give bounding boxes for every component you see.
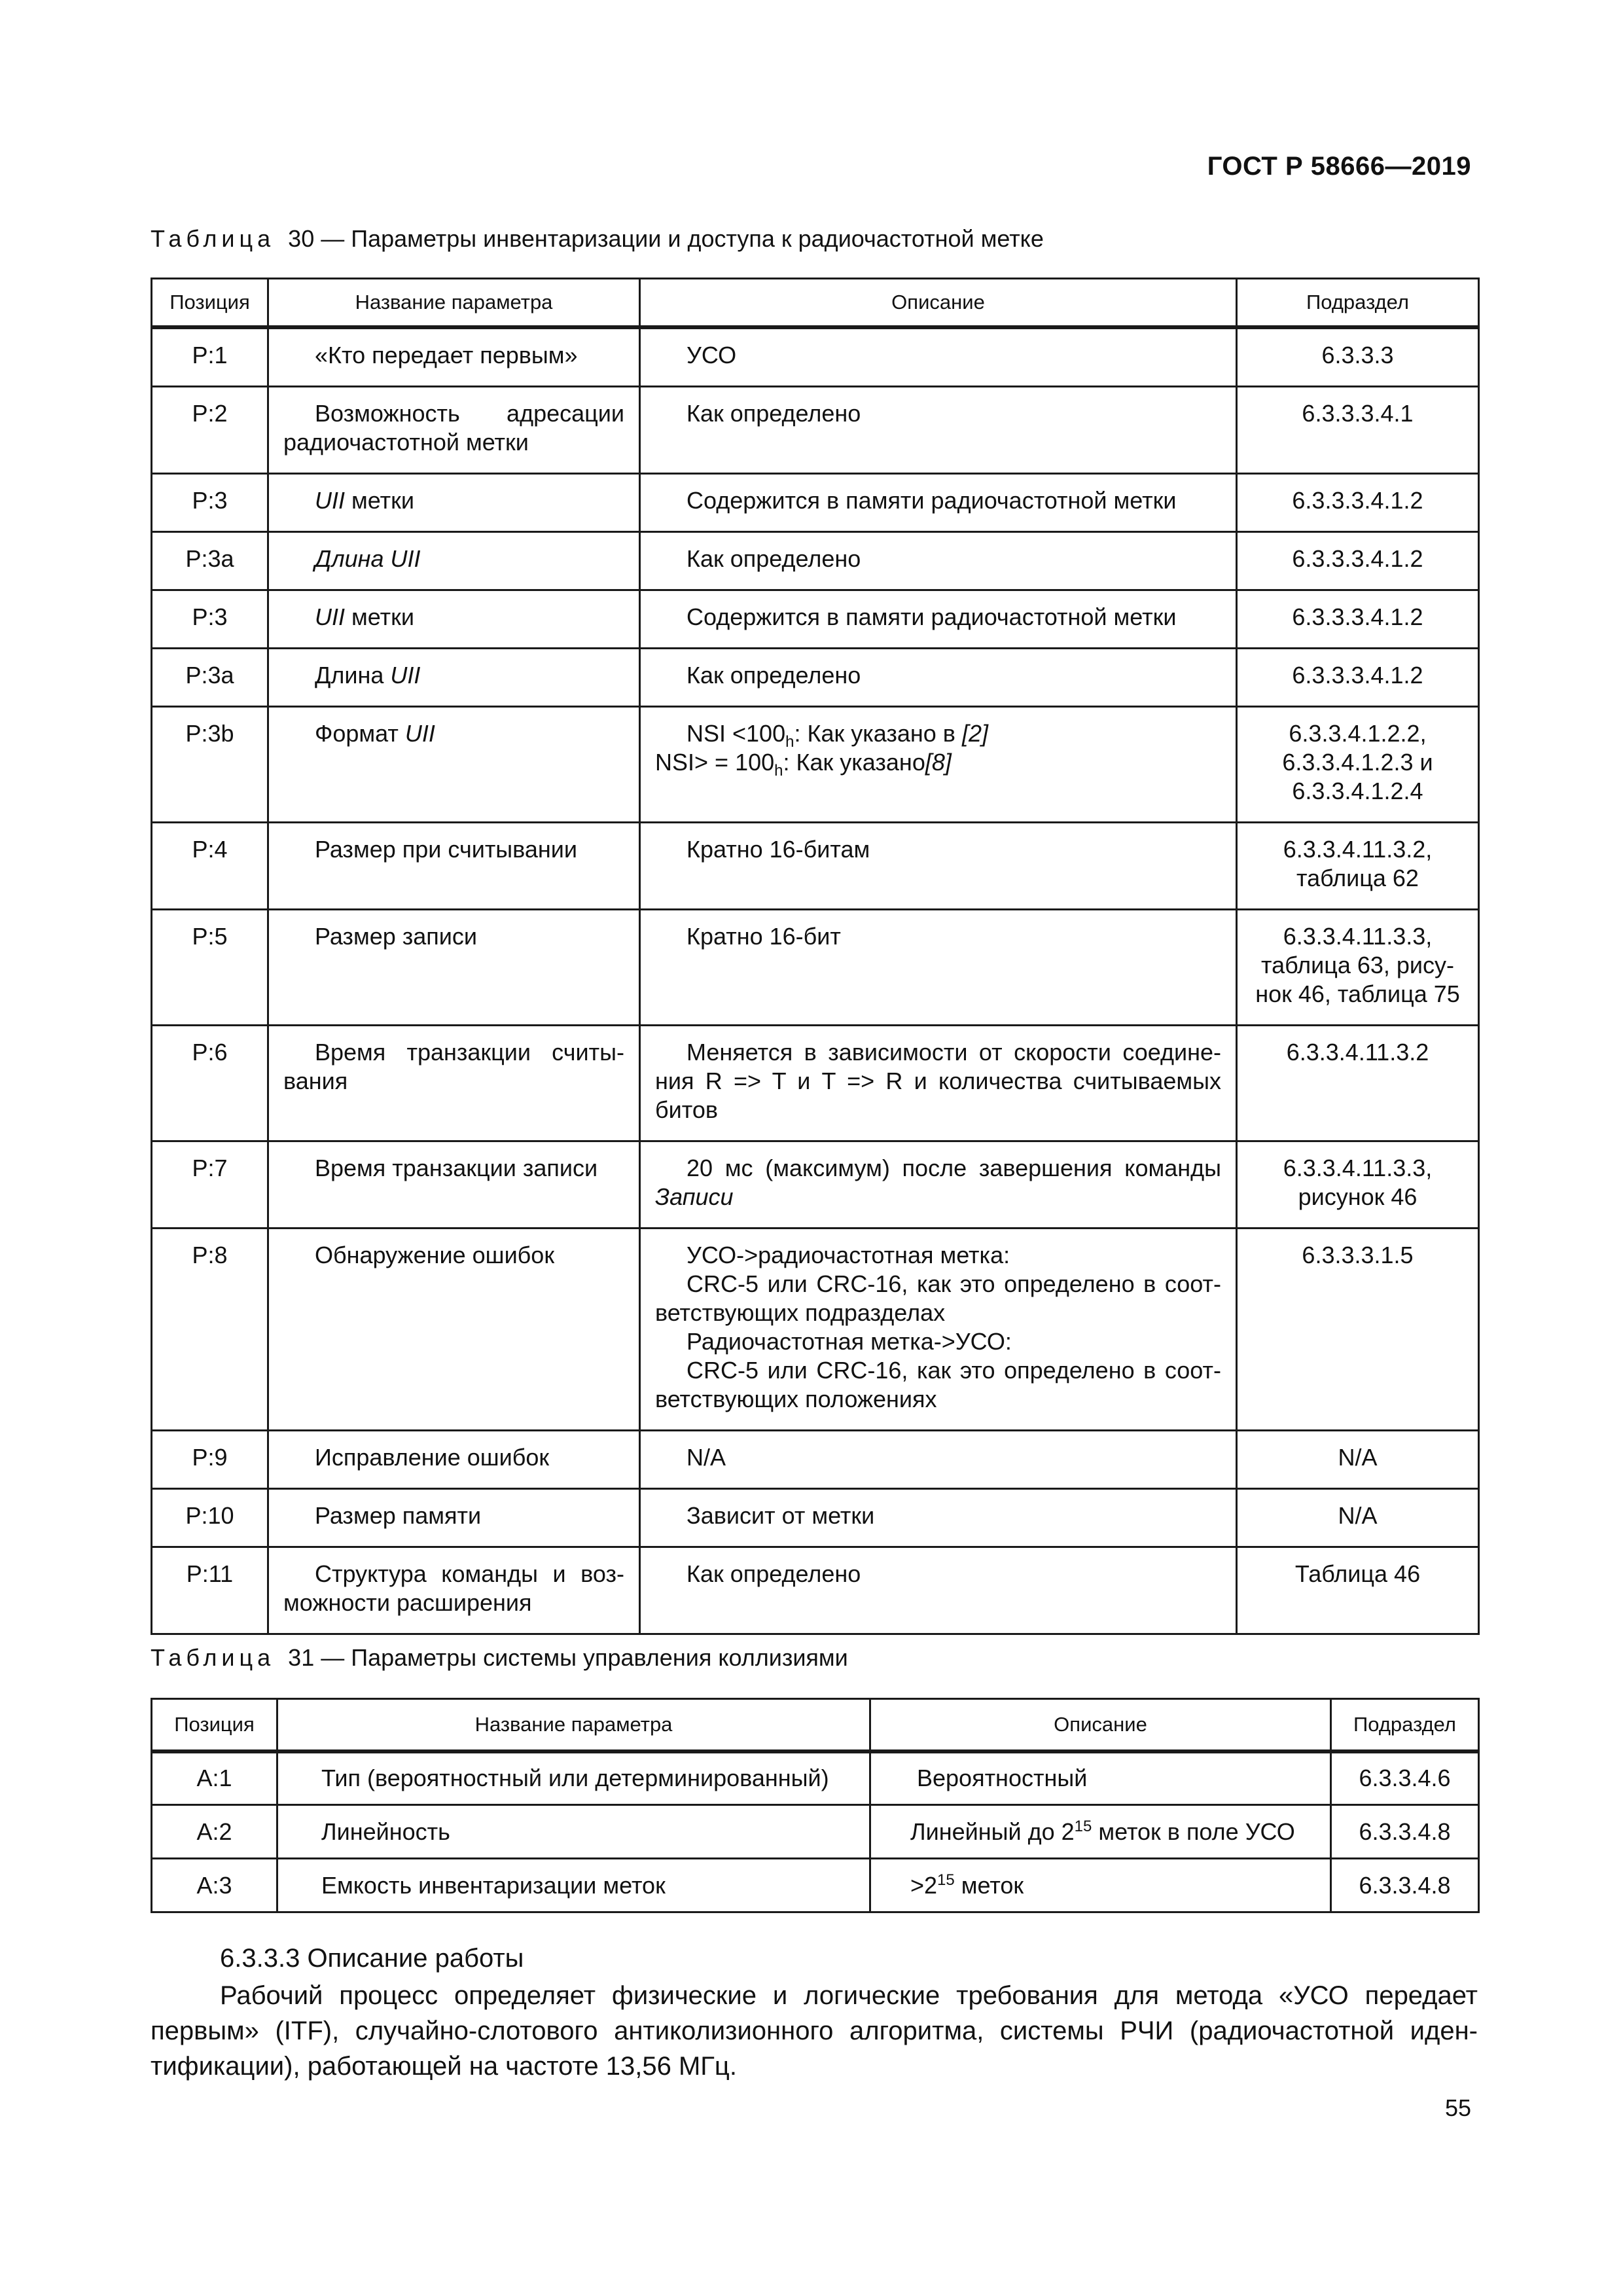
name-pre: Формат — [315, 719, 405, 747]
name-rest: метки — [345, 603, 414, 630]
cell-name: Размер при считывании — [268, 822, 640, 909]
name-rest: метки — [345, 486, 414, 514]
table-row — [152, 1430, 1479, 1488]
cell-position: P:4 — [152, 822, 268, 909]
sub-line: 6.3.3.4.1.2.2, — [1289, 719, 1427, 747]
cell-position: P:6 — [152, 1025, 268, 1141]
column-header-subsection: Подраздел — [1237, 279, 1479, 327]
caption-word: Таблица — [151, 225, 276, 252]
body-paragraph: Рабочий процесс определяет физические и логические требования для метода «УСО передает первым» (ITF), случайно-слотового антиколизионного алгоритма, системы РЧИ (радиочастотной иден-тификации), работающей на частоте 13,56 МГц. — [151, 1981, 1478, 2081]
cell-position: A:3 — [152, 1859, 277, 1912]
reference: [8] — [925, 748, 952, 776]
cell-position: A:1 — [152, 1751, 277, 1805]
cell-position: P:2 — [152, 386, 268, 473]
cell-description: Меняется в зависимости от скорости соедине-ния R => T и T => R и количества считываемых битов — [640, 1025, 1237, 1141]
cell-name: Линейность — [277, 1805, 870, 1859]
cell-subsection: N/A — [1237, 1488, 1479, 1547]
caption-text: 31 — Параметры системы управления коллизиями — [288, 1644, 848, 1671]
cell-subsection: 6.3.3.3.1.5 — [1237, 1228, 1479, 1430]
desc-subscript: h — [785, 732, 794, 751]
cell-name — [268, 531, 640, 590]
cell-subsection: 6.3.3.4.11.3.2 — [1237, 1025, 1479, 1141]
desc-text: меток в поле УСО — [1092, 1818, 1295, 1845]
table-row — [152, 1547, 1479, 1634]
column-header-name: Название параметра — [268, 279, 640, 327]
desc-text: NSI> = 100 — [655, 748, 775, 776]
cell-subsection: Таблица 46 — [1237, 1547, 1479, 1634]
cell-name: «Кто передает первым» — [268, 327, 640, 387]
cell-name: Время транзакции записи — [268, 1141, 640, 1228]
table-31 — [151, 1698, 1480, 1913]
reference: [2] — [961, 719, 988, 747]
cell-description: Как определено — [640, 531, 1237, 590]
cell-name: Размер записи — [268, 909, 640, 1025]
table-header-row — [152, 1699, 1479, 1751]
cell-position: P:9 — [152, 1430, 268, 1488]
table-header-row — [152, 279, 1479, 327]
table-row — [152, 386, 1479, 473]
desc-text: 20 мс (максимум) после завершения команды — [687, 1154, 1221, 1181]
table-row — [152, 531, 1479, 590]
desc-paragraph: УСО->радиочастотная метка: — [687, 1241, 1010, 1268]
cell-name: Исправление ошибок — [268, 1430, 640, 1488]
cell-description: Как определено — [640, 648, 1237, 706]
table-row — [152, 1141, 1479, 1228]
section-title: 6.3.3.3 Описание работы — [220, 1944, 524, 1973]
cell-subsection: N/A — [1237, 1430, 1479, 1488]
cell-subsection — [1237, 706, 1479, 822]
column-header-name: Название параметра — [277, 1699, 870, 1751]
cell-subsection: 6.3.3.3.4.1.2 — [1237, 590, 1479, 648]
table-row — [152, 473, 1479, 531]
cell-description: Вероятностный — [870, 1751, 1331, 1805]
table-row — [152, 648, 1479, 706]
table-row — [152, 1025, 1479, 1141]
cell-subsection: 6.3.3.3.4.1.2 — [1237, 648, 1479, 706]
cell-description: Содержится в памяти радиочастотной метки — [640, 590, 1237, 648]
name-pre: Длина — [315, 661, 391, 689]
desc-superscript: 15 — [937, 1871, 955, 1889]
table-row — [152, 1488, 1479, 1547]
cell-subsection: 6.3.3.3.4.1.2 — [1237, 473, 1479, 531]
cell-position: A:2 — [152, 1805, 277, 1859]
cell-name — [268, 590, 640, 648]
cell-subsection — [1237, 1141, 1479, 1228]
sub-line: таблица 62 — [1296, 864, 1419, 891]
desc-text: >2 — [910, 1871, 938, 1899]
name-italic: Длина UII — [315, 545, 421, 572]
column-header-description: Описание — [870, 1699, 1331, 1751]
cell-name — [268, 706, 640, 822]
table-row — [152, 1228, 1479, 1430]
name-italic: UII — [315, 603, 346, 630]
cell-name: Обнаружение ошибок — [268, 1228, 640, 1430]
name-italic: UII — [404, 719, 435, 747]
desc-text: NSI <100 — [687, 719, 786, 747]
cell-position: P:8 — [152, 1228, 268, 1430]
cell-description — [870, 1805, 1331, 1859]
table-row — [152, 909, 1479, 1025]
table-row — [152, 1859, 1479, 1912]
table-row — [152, 1805, 1479, 1859]
cell-description — [640, 1141, 1237, 1228]
cell-name: Возможность адресации радиочастотной метки — [268, 386, 640, 473]
table-row — [152, 706, 1479, 822]
cell-subsection: 6.3.3.4.8 — [1331, 1805, 1479, 1859]
cell-description — [640, 1228, 1237, 1430]
desc-paragraph: Радиочастотная метка->УСО: — [687, 1327, 1012, 1355]
desc-text: : Как указано в — [794, 719, 962, 747]
column-header-position: Позиция — [152, 1699, 277, 1751]
desc-subscript: h — [774, 761, 783, 780]
table-row — [152, 822, 1479, 909]
cell-subsection — [1237, 909, 1479, 1025]
cell-name: Тип (вероятностный или детерминированный) — [277, 1751, 870, 1805]
cell-description: УСО — [640, 327, 1237, 387]
cell-position: P:10 — [152, 1488, 268, 1547]
cell-description: Кратно 16-бит — [640, 909, 1237, 1025]
desc-text: Линейный до 2 — [910, 1818, 1075, 1845]
cell-name: Структура команды и воз-можности расширения — [268, 1547, 640, 1634]
cell-name — [268, 648, 640, 706]
cell-position: P:3 — [152, 473, 268, 531]
cell-name: Размер памяти — [268, 1488, 640, 1547]
page-number: 55 — [1444, 2094, 1471, 2121]
cell-subsection — [1237, 822, 1479, 909]
cell-description — [640, 706, 1237, 822]
cell-subsection: 6.3.3.3 — [1237, 327, 1479, 387]
sub-line: 6.3.3.4.11.3.2, — [1283, 835, 1433, 863]
cell-position: P:11 — [152, 1547, 268, 1634]
desc-text: меток — [954, 1871, 1024, 1899]
document-header: ГОСТ Р 58666—2019 — [1207, 152, 1471, 181]
desc-superscript: 15 — [1074, 1817, 1092, 1835]
cell-position: P:3a — [152, 531, 268, 590]
desc-italic: Записи — [655, 1183, 734, 1210]
column-header-position: Позиция — [152, 279, 268, 327]
name-italic: UII — [390, 661, 421, 689]
cell-subsection: 6.3.3.4.6 — [1331, 1751, 1479, 1805]
cell-description: Как определено — [640, 1547, 1237, 1634]
table-31-caption — [151, 1644, 848, 1672]
sub-line: таблица 63, рису- — [1260, 951, 1455, 978]
column-header-subsection: Подраздел — [1331, 1699, 1479, 1751]
name-italic: UII — [315, 486, 346, 514]
cell-position: P:3 — [152, 590, 268, 648]
sub-line: 6.3.3.4.1.2.4 — [1292, 777, 1423, 804]
cell-subsection: 6.3.3.3.4.1.2 — [1237, 531, 1479, 590]
cell-description: Кратно 16-битам — [640, 822, 1237, 909]
cell-subsection: 6.3.3.4.8 — [1331, 1859, 1479, 1912]
cell-position: P:7 — [152, 1141, 268, 1228]
sub-line: 6.3.3.4.1.2.3 и — [1282, 748, 1433, 776]
column-header-description: Описание — [640, 279, 1237, 327]
sub-line: 6.3.3.4.11.3.3, — [1283, 1154, 1433, 1181]
sub-line: нок 46, таблица 75 — [1255, 980, 1460, 1007]
cell-position: P:3b — [152, 706, 268, 822]
cell-position: P:3a — [152, 648, 268, 706]
cell-description — [870, 1859, 1331, 1912]
cell-position: P:1 — [152, 327, 268, 387]
cell-name: Время транзакции считы-вания — [268, 1025, 640, 1141]
desc-paragraph: CRC-5 или CRC-16, как это определено в соот-ветствующих подразделах — [655, 1270, 1221, 1326]
cell-description: Содержится в памяти радиочастотной метки — [640, 473, 1237, 531]
table-30 — [151, 278, 1480, 1635]
caption-word: Таблица — [151, 1644, 276, 1671]
sub-line: рисунок 46 — [1298, 1183, 1418, 1210]
cell-description: Зависит от метки — [640, 1488, 1237, 1547]
table-row — [152, 590, 1479, 648]
sub-line: 6.3.3.4.11.3.3, — [1283, 922, 1433, 950]
cell-description: N/A — [640, 1430, 1237, 1488]
cell-description: Как определено — [640, 386, 1237, 473]
table-row — [152, 327, 1479, 387]
cell-position: P:5 — [152, 909, 268, 1025]
table-30-caption — [151, 225, 1044, 253]
cell-name: Емкость инвентаризации меток — [277, 1859, 870, 1912]
caption-text: 30 — Параметры инвентаризации и доступа к радиочастотной метке — [288, 225, 1044, 252]
cell-subsection: 6.3.3.3.4.1 — [1237, 386, 1479, 473]
desc-paragraph: CRC-5 или CRC-16, как это определено в соот-ветствующих положениях — [655, 1356, 1221, 1412]
cell-name — [268, 473, 640, 531]
table-row — [152, 1751, 1479, 1805]
desc-text: : Как указано — [783, 748, 925, 776]
